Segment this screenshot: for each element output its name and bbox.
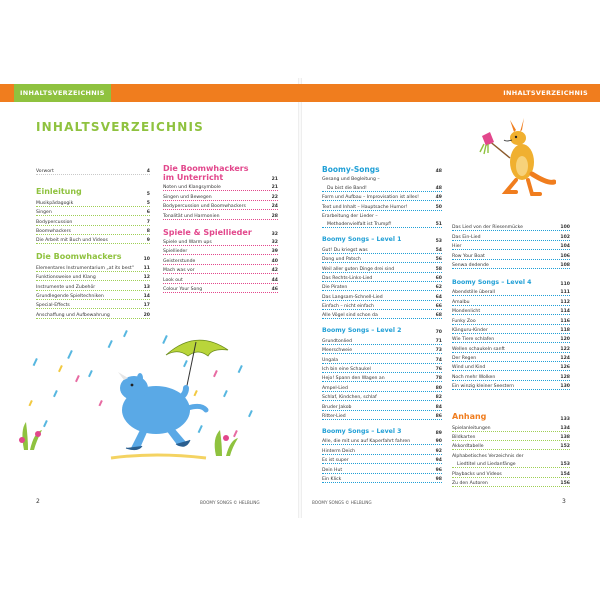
toc-entry-label: Mach was vor [163, 268, 195, 274]
toc-entry-label: Spiellieder [163, 249, 188, 255]
toc-entry-label: Abendstille überall [452, 290, 495, 296]
toc-entry-label: Alphabetisches Verzeichnis der [452, 453, 524, 459]
toc-entry-page: 48 [435, 185, 442, 191]
toc-entry-label: Form und Aufbau – Improvisation ist alles! [322, 195, 419, 201]
toc-entry-page: 28 [271, 213, 278, 219]
toc-entry-page: 46 [271, 286, 278, 292]
toc-entry-page: 8 [146, 228, 150, 234]
toc-entry-label: Boomwhackers [36, 228, 71, 234]
toc-entry[interactable] [36, 309, 150, 318]
toc-entry-page: 100 [560, 225, 570, 231]
toc-entry[interactable] [452, 371, 570, 380]
toc-entry-page: 44 [271, 277, 278, 283]
toc-entry-label: Instrumente und Zubehör [36, 284, 96, 290]
toc-column-4 [452, 222, 570, 487]
toc-entry-label: Einfach – nicht einfach [322, 304, 374, 310]
toc-entry-label: Ich bin eine Schaukel [322, 367, 371, 373]
toc-entry[interactable] [163, 274, 278, 283]
toc-entry-label: Alle, die mit uns auf Kaperfahrt fahren [322, 439, 411, 445]
toc-entry-label: Zu den Autoren [452, 480, 488, 486]
toc-entry-page: 122 [560, 346, 570, 352]
toc-entry-page: 54 [435, 247, 442, 253]
toc-entry[interactable] [452, 459, 570, 468]
toc-entry-page: 96 [435, 467, 442, 473]
toc-entry-page: 5 [146, 200, 150, 206]
kangaroo-illustration [476, 118, 556, 198]
toc-entry-page: 86 [435, 413, 442, 419]
toc-entry-label: Hejo! Spann den Wagen an [322, 376, 385, 382]
toc-entry-page: 84 [435, 404, 442, 410]
section-heading-level4[interactable]: Boomy Songs – Level 4 110 [452, 278, 570, 287]
toc-entry-label: Ungala [322, 357, 339, 363]
toc-entry-label: Funky Zoo [452, 318, 476, 324]
level1-list [322, 244, 442, 319]
toc-entry-page: 32 [271, 239, 278, 245]
toc-entry-label: Dong und Patsch [322, 257, 361, 263]
toc-entry-label: Es ist super [322, 458, 349, 464]
toc-entry-label: Spiele und Warm ups [163, 239, 212, 245]
toc-entry[interactable] [452, 306, 570, 315]
toc-entry[interactable] [163, 210, 278, 219]
toc-entry-page: 66 [435, 304, 442, 310]
footer-text-left: BOOMY SONGS © HELBLING [200, 500, 260, 505]
toc-entry-label: Noten und Klangsymbole [163, 185, 221, 191]
toc-entry[interactable] [452, 381, 570, 390]
book-gutter [298, 78, 302, 518]
toc-entry-page: 102 [560, 234, 570, 240]
songs-list [322, 174, 442, 228]
toc-entry-page: 22 [271, 194, 278, 200]
toc-entry[interactable] [322, 464, 442, 473]
toc-entry[interactable] [452, 441, 570, 450]
toc-entry[interactable] [163, 201, 278, 210]
toc-entry-page: 90 [435, 439, 442, 445]
toc-entry-page: 120 [560, 337, 570, 343]
toc-entry[interactable] [452, 362, 570, 371]
toc-entry-label: Ein Klick [322, 476, 342, 482]
toc-entry-page: 73 [435, 348, 442, 354]
toc-entry[interactable] [452, 432, 570, 441]
toc-entry[interactable] [322, 354, 442, 363]
section-heading-spiele[interactable]: Spiele & Spiellieder 32 [163, 227, 278, 237]
toc-entry-page: 74 [435, 357, 442, 363]
toc-entry-page: 152 [560, 444, 570, 450]
toc-entry[interactable] [322, 382, 442, 391]
toc-entry[interactable] [36, 235, 150, 244]
toc-entry-label: Colour Your Song [163, 286, 203, 292]
toc-entry-page: 138 [560, 435, 570, 441]
toc-entry-page: 82 [435, 395, 442, 401]
toc-entry-label: Musikpädagogik [36, 200, 74, 206]
toc-entry-label: Bruder Jakob [322, 404, 352, 410]
toc-entry[interactable] [36, 197, 150, 206]
toc-entry-label: Dein Hut [322, 467, 343, 473]
toc-entry-label: Akkordtabelle [452, 444, 484, 450]
toc-entry[interactable] [322, 474, 442, 483]
toc-entry-page: 62 [435, 285, 442, 291]
toc-entry[interactable] [36, 281, 150, 290]
toc-entry-label: Hinterm Deich [322, 448, 356, 454]
toc-entry-label: Grundlegende Spieltechniken [36, 293, 104, 299]
toc-entry[interactable] [322, 345, 442, 354]
section-heading-level1[interactable]: Boomy Songs – Level 1 53 [322, 236, 442, 245]
toc-entry[interactable] [322, 263, 442, 272]
toc-entry[interactable] [36, 272, 150, 281]
toc-entry-page: 80 [435, 385, 442, 391]
toc-entry-page: 20 [143, 312, 150, 318]
toc-entry-label: Look out [163, 277, 183, 283]
toc-entry[interactable] [322, 282, 442, 291]
toc-entry-page: 12 [143, 275, 150, 281]
toc-entry-label: Senwa dedende [452, 262, 489, 268]
section-heading-einleitung[interactable]: Einleitung 5 [36, 187, 150, 198]
toc-entry-label: Ein winzig kleiner Seestern [452, 384, 514, 390]
page-number-right: 3 [562, 498, 566, 505]
toc-entry[interactable] [452, 231, 570, 240]
toc-entry[interactable] [322, 392, 442, 401]
unterricht-list [163, 182, 278, 220]
toc-entry-page: 78 [435, 376, 442, 382]
toc-entry-page: 40 [271, 258, 278, 264]
toc-entry[interactable] [36, 207, 150, 216]
toc-entry-label: Gut! Du kriegst was [322, 247, 368, 253]
toc-entry-page: 17 [143, 303, 150, 309]
toc-entry-page: 42 [271, 268, 278, 274]
toc-entry-page: 104 [560, 244, 570, 250]
toc-entry-page: 111 [560, 290, 570, 296]
toc-entry-label: Das Ein-Lied [452, 234, 481, 240]
page-title: INHALTSVERZEICHNIS [36, 120, 205, 134]
toc-column-1 [36, 166, 150, 319]
toc-entry-label: Wind und Kind [452, 365, 486, 371]
toc-entry-label: Der Regen [452, 356, 477, 362]
toc-entry-label: Amalbu [452, 299, 470, 305]
toc-entry-label: Erarbeitung der Lieder – [322, 213, 378, 219]
toc-entry[interactable] [322, 244, 442, 253]
toc-entry[interactable] [452, 353, 570, 362]
toc-entry-label: Ritter-Lied [322, 413, 346, 419]
toc-entry-page: 51 [435, 222, 442, 228]
toc-entry-page: 124 [560, 356, 570, 362]
toc-entry-page: 6 [146, 210, 150, 216]
toc-entry[interactable] [322, 174, 442, 182]
toc-entry-label: Wellen schaukeln sanft [452, 346, 505, 352]
toc-entry-page: 60 [435, 275, 442, 281]
section-heading-level3[interactable]: Boomy Songs – Level 3 89 [322, 427, 442, 436]
toc-entry[interactable] [452, 450, 570, 458]
toc-entry-page: 130 [560, 384, 570, 390]
toc-entry[interactable] [452, 315, 570, 324]
toc-column-3 [322, 166, 442, 483]
toc-entry-label: Alle Vögel sind schon da [322, 313, 378, 319]
toc-entry-label: Weil aller guten Dinge drei sind [322, 266, 395, 272]
anhang-list [452, 422, 570, 487]
section-heading-boomwhackers[interactable]: Die Boomwhackers 10 [36, 252, 150, 263]
toc-entry-label: Gesang und Begleitung – [322, 177, 380, 183]
section-heading-unterricht[interactable]: im Unterricht 21 [163, 173, 278, 182]
toc-entry-page: 126 [560, 365, 570, 371]
toc-entry-page: 71 [435, 338, 442, 344]
toc-entry-label: Elementares Instrumentarium „at its best" [36, 265, 134, 271]
toc-entry[interactable] [452, 343, 570, 352]
section-heading-level2[interactable]: Boomy Songs – Level 2 70 [322, 327, 442, 336]
header-tab-left: INHALTSVERZEICHNIS [14, 84, 111, 102]
toc-entry[interactable] [322, 373, 442, 382]
toc-entry-label: Schlaf, Kindchen, schlaf [322, 395, 377, 401]
toc-entry-page: 50 [435, 204, 442, 210]
toc-entry[interactable] [452, 250, 570, 259]
toc-entry[interactable] [452, 287, 570, 296]
toc-entry[interactable] [322, 301, 442, 310]
footer-text-right: BOOMY SONGS © HELBLING [312, 500, 372, 505]
toc-entry-label: Singen und Bewegen [163, 194, 212, 200]
section-heading-songs[interactable]: Boomy-Songs 48 [322, 165, 442, 174]
toc-entry-label: Anschaffung und Aufbewahrung [36, 312, 110, 318]
toc-entry[interactable] [452, 422, 570, 431]
toc-entry[interactable] [163, 255, 278, 264]
toc-entry-vorwort[interactable]: Vorwort 4 [36, 166, 150, 175]
toc-entry-label: Geisterstunde [163, 258, 196, 264]
toc-entry[interactable] [163, 237, 278, 246]
toc-entry[interactable] [36, 262, 150, 271]
toc-entry[interactable] [452, 468, 570, 477]
toc-entry-page: 98 [435, 476, 442, 482]
toc-entry-label: Das Langsam-Schnell-Lied [322, 294, 383, 300]
toc-entry-page: 56 [435, 257, 442, 263]
toc-entry-page: 153 [560, 462, 570, 468]
level3-continued-list [452, 222, 570, 269]
toc-entry-label: Tonalität und Harmonien [163, 213, 220, 219]
toc-entry-page: 7 [146, 219, 150, 225]
section-heading-anhang[interactable]: Anhang 133 [452, 412, 570, 423]
toc-entry-page: 154 [560, 471, 570, 477]
toc-entry-label: Liedtitel und Liedanfänge [457, 462, 516, 468]
toc-entry-label: Mondenlicht [452, 309, 481, 315]
toc-entry-label: Playbacks und Videos [452, 471, 502, 477]
toc-entry-page: 39 [271, 249, 278, 255]
toc-entry[interactable] [322, 182, 442, 191]
toc-entry-label: Wie Tiere schlafen [452, 337, 495, 343]
toc-entry[interactable] [452, 260, 570, 269]
toc-entry[interactable] [322, 436, 442, 445]
toc-entry-label: Das Rechts-Links-Lied [322, 275, 373, 281]
toc-entry-page: 58 [435, 266, 442, 272]
toc-entry[interactable] [163, 182, 278, 191]
toc-entry-page: 9 [146, 238, 150, 244]
toc-entry-page: 13 [143, 284, 150, 290]
toc-entry-page: 49 [435, 195, 442, 201]
toc-entry[interactable] [322, 254, 442, 263]
toc-entry-label: Spielanleitungen [452, 425, 491, 431]
toc-entry-page: 94 [435, 458, 442, 464]
toc-entry-page: 68 [435, 313, 442, 319]
toc-entry[interactable] [36, 226, 150, 235]
toc-entry-page: 116 [560, 318, 570, 324]
toc-entry[interactable] [322, 364, 442, 373]
toc-entry[interactable] [322, 219, 442, 228]
toc-entry-label: Text und Inhalt – Hauptsache Humor! [322, 204, 408, 210]
toc-entry-page: 128 [560, 374, 570, 380]
toc-entry[interactable] [163, 191, 278, 200]
toc-entry-page: 134 [560, 425, 570, 431]
toc-entry-page: 108 [560, 262, 570, 268]
toc-entry-page: 64 [435, 294, 442, 300]
toc-entry[interactable] [163, 265, 278, 274]
toc-entry-page: 106 [560, 253, 570, 259]
section-heading-unterricht-line1[interactable]: Die Boomwhackers [163, 164, 249, 173]
toc-entry-label: Noch mehr Wolken [452, 374, 496, 380]
rhino-umbrella-illustration [16, 330, 266, 480]
toc-entry[interactable] [36, 216, 150, 225]
page-number-left: 2 [36, 498, 40, 505]
toc-entry-label: Grundtonlied [322, 338, 353, 344]
toc-column-2 [163, 164, 278, 293]
toc-entry-label: Methodenvielfalt ist Trumpf! [327, 222, 392, 228]
toc-entry[interactable] [163, 284, 278, 293]
toc-entry[interactable] [322, 455, 442, 464]
toc-entry-label: Bodypercussion und Boomwhackers [163, 204, 246, 210]
toc-entry-label: Känguru-Kinder [452, 327, 488, 333]
level3-list [322, 436, 442, 483]
toc-entry-label: Row Your Boat [452, 253, 485, 259]
toc-entry[interactable] [322, 273, 442, 282]
toc-entry[interactable] [322, 445, 442, 454]
toc-entry-page: 118 [560, 327, 570, 333]
toc-entry-label: Bodypercussion [36, 219, 73, 225]
toc-entry[interactable] [322, 211, 442, 219]
toc-entry-page: 11 [143, 265, 150, 271]
toc-entry-page: 112 [560, 299, 570, 305]
toc-entry[interactable] [452, 222, 570, 231]
toc-entry-label: Hier [452, 244, 462, 250]
toc-entry[interactable] [452, 241, 570, 250]
spiele-list [163, 237, 278, 293]
toc-entry[interactable] [322, 411, 442, 420]
toc-entry[interactable] [36, 300, 150, 309]
toc-entry-page: 14 [143, 293, 150, 299]
toc-entry-label: Das Lied von der Riesenmücke [452, 225, 523, 231]
toc-entry-page: 24 [271, 204, 278, 210]
toc-entry[interactable] [322, 201, 442, 210]
toc-entry[interactable] [322, 291, 442, 300]
toc-entry[interactable] [322, 310, 442, 319]
toc-entry[interactable] [452, 478, 570, 487]
header-tab-right: INHALTSVERZEICHNIS [497, 84, 594, 102]
toc-entry[interactable] [36, 291, 150, 300]
toc-entry-label: Die Arbeit mit Buch und Videos [36, 238, 108, 244]
toc-entry[interactable] [452, 296, 570, 305]
level2-list [322, 335, 442, 420]
toc-entry-page: 21 [271, 185, 278, 191]
toc-entry[interactable] [452, 325, 570, 334]
level4-list [452, 287, 570, 390]
toc-entry-label: Ampel-Lied [322, 385, 348, 391]
toc-entry[interactable] [322, 401, 442, 410]
toc-entry-label: Funktionsweise und Klang [36, 275, 96, 281]
toc-entry-label: Meerschweie [322, 348, 353, 354]
toc-entry-page: 92 [435, 448, 442, 454]
toc-entry-label: Special-Effects [36, 303, 70, 309]
einleitung-list [36, 197, 150, 244]
toc-entry-label: Singen [36, 210, 52, 216]
toc-entry-label: Du bist die Band! [327, 185, 367, 191]
toc-entry[interactable] [322, 192, 442, 201]
toc-entry-page: 156 [560, 480, 570, 486]
toc-entry-label: Die Piraten [322, 285, 348, 291]
toc-entry[interactable] [322, 335, 442, 344]
toc-entry-page: 76 [435, 367, 442, 373]
toc-entry-label: Bildkarten [452, 435, 476, 441]
boomwhackers-list [36, 262, 150, 318]
toc-entry[interactable] [452, 334, 570, 343]
toc-entry[interactable] [163, 246, 278, 255]
toc-entry-page: 114 [560, 309, 570, 315]
